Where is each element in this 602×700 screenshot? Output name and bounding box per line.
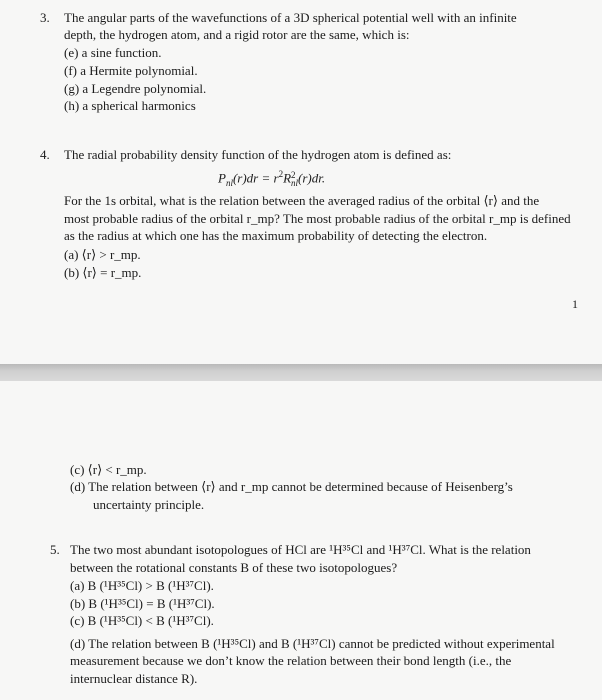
q4-option-d-line2: uncertainty principle.	[93, 497, 205, 512]
eq-p-symbol: P	[218, 170, 226, 186]
q4-option-a: (a) ⟨r⟩ > r_mp.	[64, 247, 141, 262]
q4-paragraph-line2: most probable radius of the orbital r_mp? The most probable radius of the orbital r_mp is defined	[64, 211, 571, 226]
eq-r-function: R	[283, 170, 292, 186]
q5-stem-line1: The two most abundant isotopologues of HCl are ¹H³⁵Cl and ¹H³⁷Cl. What is the relation	[70, 542, 531, 557]
q5-stem-line2: between the rotational constants B of these two isotopologues?	[70, 560, 398, 575]
q3-option-f: (f) a Hermite polynomial.	[64, 63, 198, 78]
q5-option-a: (a) B (¹H³⁵Cl) > B (¹H³⁷Cl).	[70, 578, 214, 593]
eq-p-subscript: nl	[225, 177, 233, 188]
q3-option-g: (g) a Legendre polynomial.	[64, 81, 207, 96]
q5-option-d-line3: internuclear distance R).	[70, 671, 198, 686]
eq-r-sup: 2	[291, 170, 296, 181]
eq-r-sub: nl	[291, 178, 299, 189]
q4-number: 4.	[40, 147, 50, 162]
q5-option-d-line1: (d) The relation between B (¹H³⁵Cl) and B (¹H³⁷Cl) cannot be predicted without experimental	[70, 636, 555, 651]
q5-option-d-line2: measurement because we don’t know the relation between their bond length (i.e., the	[70, 653, 512, 668]
q5-number: 5.	[50, 542, 60, 557]
q4-option-b: (b) ⟨r⟩ = r_mp.	[64, 265, 142, 280]
page-number: 1	[572, 297, 578, 311]
page-separator	[0, 364, 602, 381]
radial-probability-equation	[218, 169, 325, 188]
q4-paragraph-line1: For the 1s orbital, what is the relation between the averaged radius of the orbital ⟨r⟩ and the	[64, 193, 540, 208]
q3-stem-line1: The angular parts of the wavefunctions of a 3D spherical potential well with an infinite	[64, 10, 517, 25]
q4-option-d-line1: (d) The relation between ⟨r⟩ and r_mp cannot be determined because of Heisenberg’s	[70, 479, 513, 494]
q3-number: 3.	[40, 10, 50, 25]
eq-r-square: 2	[278, 169, 284, 179]
q4-stem: The radial probability density function of the hydrogen atom is defined as:	[64, 147, 452, 162]
q3-option-h: (h) a spherical harmonics	[64, 98, 196, 113]
q3-stem-line2: depth, the hydrogen atom, and a rigid rotor are the same, which is:	[64, 27, 410, 42]
q5-option-b: (b) B (¹H³⁵Cl) = B (¹H³⁷Cl).	[70, 596, 215, 611]
q3-option-e: (e) a sine function.	[64, 45, 162, 60]
eq-rhs: (r)dr.	[298, 170, 326, 186]
q4-option-c: (c) ⟨r⟩ < r_mp.	[70, 462, 147, 477]
eq-middle: (r)dr = r	[232, 170, 279, 186]
q4-paragraph-line3: as the radius at which one has the maximum probability of detecting the electron.	[64, 228, 488, 243]
q5-option-c: (c) B (¹H³⁵Cl) < B (¹H³⁷Cl).	[70, 613, 214, 628]
